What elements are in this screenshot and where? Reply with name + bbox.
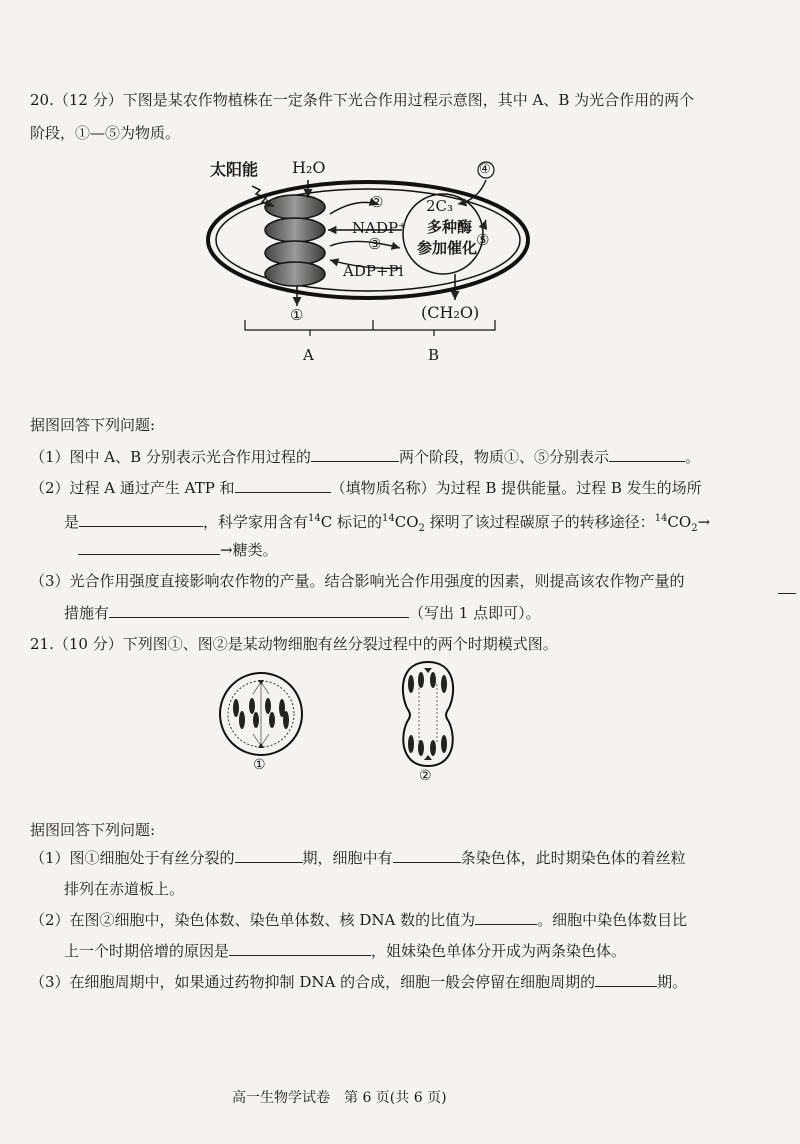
label-m2: ② bbox=[370, 193, 384, 211]
q20-part3-line2: 措施有 （写出 1 点即可）。 bbox=[64, 604, 541, 622]
answer-blank-q21-1a[interactable] bbox=[235, 848, 303, 863]
answer-blank-q21-3[interactable] bbox=[595, 972, 657, 987]
label-stage-a: A bbox=[303, 346, 314, 364]
fig2-label: ② bbox=[419, 768, 432, 784]
answer-blank-q21-1b[interactable] bbox=[393, 848, 461, 863]
q21-title: 21.（10 分）下列图①、图②是某动物细胞有丝分裂过程中的两个时期模式图。 bbox=[30, 635, 558, 653]
label-m1: ① bbox=[290, 306, 304, 324]
cell-figure-1 bbox=[218, 670, 304, 760]
grana-stack bbox=[265, 195, 325, 286]
q21-prompt: 据图回答下列问题: bbox=[30, 821, 156, 839]
cell-figure-2 bbox=[397, 660, 459, 768]
label-m5: ⑤ bbox=[476, 231, 490, 249]
q20-part3-line1: （3）光合作用强度直接影响农作物的产量。结合影响光合作用强度的因素，则提高该农作物产量的 bbox=[30, 572, 685, 590]
label-c3: 2C₃ bbox=[426, 197, 454, 215]
answer-blank-q21-2a[interactable] bbox=[475, 910, 537, 925]
q21-part1-line1: （1）图①细胞处于有丝分裂的 期，细胞中有 条染色体，此时期染色体的着丝粒 bbox=[30, 849, 686, 867]
answer-blank-q20-1b[interactable] bbox=[609, 447, 685, 462]
q20-prompt: 据图回答下列问题: bbox=[30, 416, 156, 434]
label-adp: ADP+Pi bbox=[343, 262, 404, 280]
label-m3: ③ bbox=[368, 235, 382, 253]
q20-part2-line1: （2）过程 A 通过产生 ATP 和 （填物质名称）为过程 B 提供能量。过程 B 发生的场所 bbox=[30, 479, 702, 497]
answer-blank-q20-1a[interactable] bbox=[311, 447, 399, 462]
fig1-label: ① bbox=[253, 757, 266, 773]
q21-part3: （3）在细胞周期中，如果通过药物抑制 DNA 的合成，细胞一般会停留在细胞周期的 期。 bbox=[30, 973, 688, 991]
answer-blank-q20-2c[interactable] bbox=[78, 540, 220, 555]
q20-part2-line3: →糖类。 bbox=[78, 540, 278, 560]
q21-part2-line2: 上一个时期倍增的原因是 ，姐妹染色单体分开成为两条染色体。 bbox=[64, 942, 627, 960]
label-enzyme1: 多种酶 bbox=[427, 218, 473, 236]
answer-blank-q20-2a[interactable] bbox=[235, 478, 331, 493]
label-ch2o: (CH₂O) bbox=[421, 303, 480, 322]
q20-title-line2: 阶段，①—⑤为物质。 bbox=[30, 124, 181, 142]
q20-title-line1: 20.（12 分）下图是某农作物植株在一定条件下光合作用过程示意图，其中 A、B 为光合作用的两个 bbox=[30, 91, 695, 109]
label-sunlight: 太阳能 bbox=[210, 160, 259, 179]
q21-part2-line1: （2）在图②细胞中，染色体数、染色单体数、核 DNA 数的比值为 。细胞中染色体数目比 bbox=[30, 911, 688, 929]
answer-blank-q20-2b[interactable] bbox=[79, 512, 203, 527]
answer-blank-q21-2b[interactable] bbox=[229, 941, 371, 956]
label-stage-b: B bbox=[428, 346, 440, 364]
label-enzyme2: 参加催化 bbox=[417, 239, 478, 257]
label-m4: ④ bbox=[479, 162, 491, 177]
q20-part1: （1）图中 A、B 分别表示光合作用过程的 两个阶段，物质①、⑤分别表示 。 bbox=[30, 448, 700, 466]
label-nadp: NADP⁺ bbox=[352, 219, 406, 237]
answer-blank-q20-3[interactable] bbox=[109, 603, 409, 618]
q21-part1-line2: 排列在赤道板上。 bbox=[64, 880, 185, 898]
margin-mark bbox=[778, 593, 796, 594]
page-footer: 高一生物学试卷 第 6 页(共 6 页) bbox=[232, 1090, 447, 1106]
q20-part2-line2: 是 ，科学家用含有$^{14}$C 标记的$^{14}CO_2$ 探明了该过程碳原子的转移途径：$^{14}CO_2\to$ bbox=[64, 513, 711, 534]
label-water: H₂O bbox=[292, 158, 326, 177]
